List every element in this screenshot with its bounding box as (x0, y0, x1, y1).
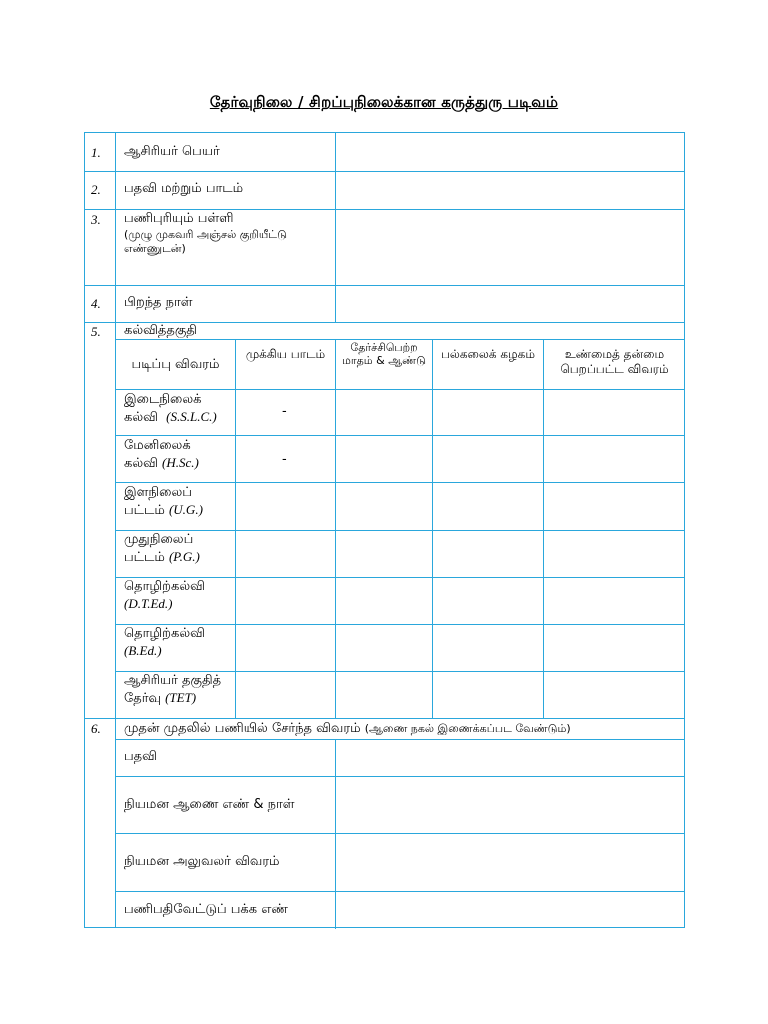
qual-row-pg-code: (P.G.) (168, 549, 200, 564)
qual-row-dted (124, 578, 205, 612)
rule-qual-header (116, 389, 685, 390)
input-join-post[interactable] (343, 743, 679, 772)
rule-qual-col4 (543, 339, 544, 719)
input-service-register-page[interactable] (343, 895, 679, 924)
label-first-joining (124, 720, 571, 737)
item-number-6: 6. (91, 721, 101, 736)
label-qualification: கல்வித்தகுதி (124, 323, 197, 338)
rule-qual-col2 (335, 339, 336, 719)
rule-join-r1 (116, 776, 685, 777)
input-post-subject[interactable] (343, 175, 679, 205)
rule-row3 (85, 285, 685, 286)
nomination-form-table (84, 132, 685, 928)
qual-row-tet (124, 672, 221, 707)
rule-value-col-top (335, 133, 336, 323)
qual-row-sslc-line1: இடைநிலைக் (124, 392, 202, 407)
input-school[interactable] (343, 213, 679, 281)
item-number-1: 1. (91, 145, 101, 160)
label-date-of-birth: பிறந்த நாள் (124, 295, 193, 310)
rule-row1 (85, 171, 685, 172)
label-appointing-officer: நியமன அலுவலர் விவரம் (124, 854, 280, 869)
rule-qual-col3 (432, 339, 433, 719)
rule-join-label (116, 739, 685, 740)
qual-header-university: பல்கலைக் கழகம் (440, 347, 536, 361)
qual-row-hsc (124, 437, 199, 472)
label-teacher-name: ஆசிரியர் பெயர் (124, 144, 220, 159)
rule-join-r2 (116, 833, 685, 834)
rule-join-r3 (116, 891, 685, 892)
item-number-3: 3. (91, 212, 101, 227)
qual-header-verification: உண்மைத் தன்மை பெறப்பட்ட விவரம் (560, 347, 669, 376)
item-number-4: 4. (91, 296, 101, 311)
label-school: பணிபுரியும் பள்ளி (124, 211, 234, 226)
qual-row-bed-line1: தொழிற்கல்வி (124, 626, 205, 641)
label-first-joining-text: முதன் முதலில் பணியில் சேர்ந்த விவரம் (124, 721, 361, 736)
qual-row-ug-code: (U.G.) (168, 502, 203, 517)
rule-value-col-bottom (335, 739, 336, 929)
qual-header-course: படிப்பு விவரம் (131, 357, 220, 372)
qual-header-month-year: தேர்ச்சிபெற்ற மாதம் & ஆண்டு (342, 341, 426, 367)
qual-row-ug-line2: பட்டம் (124, 503, 165, 518)
qual-hsc-subject-dash: - (282, 452, 287, 467)
label-post-subject: பதவி மற்றும் பாடம் (124, 181, 244, 196)
qual-row-sslc (124, 391, 217, 426)
qual-row-bed (124, 625, 205, 659)
qual-row-pg (124, 531, 200, 566)
label-first-joining-note: (ஆணை நகல் இணைக்கப்பட வேண்டும்) (364, 722, 571, 735)
qual-row-ug (124, 484, 203, 519)
qual-header-main-subject: முக்கிய பாடம் (245, 347, 326, 361)
qual-row-tet-line1: ஆசிரியர் தகுதித் (124, 673, 222, 688)
qual-row-hsc-line2: கல்வி (124, 456, 158, 471)
rule-qual-r1 (116, 435, 685, 436)
qual-row-hsc-line1: மேனிலைக் (124, 438, 191, 453)
input-teacher-name[interactable] (343, 137, 679, 167)
input-date-of-birth[interactable] (343, 288, 679, 318)
qual-row-tet-code: (TET) (165, 690, 197, 705)
qual-sslc-subject-dash: - (282, 404, 287, 419)
label-appointment-order: நியமன ஆணை எண் & நாள் (124, 797, 295, 812)
rule-num-col (115, 133, 116, 928)
qual-row-dted-code: (D.T.Ed.) (124, 596, 173, 611)
qual-row-pg-line1: முதுநிலைப் (124, 532, 194, 547)
rule-row6 (85, 718, 685, 719)
qual-row-hsc-code: (H.Sc.) (162, 455, 199, 470)
qual-row-pg-line2: பட்டம் (124, 550, 165, 565)
input-appointing-officer[interactable] (343, 837, 679, 887)
item-number-2: 2. (91, 182, 101, 197)
rule-qual-r3 (116, 530, 685, 531)
label-school-note: (முழு முகவரி அஞ்சல் குறியீட்டு எண்ணுடன்) (124, 228, 287, 255)
qual-row-dted-line1: தொழிற்கல்வி (124, 579, 205, 594)
form-title: தேர்வுநிலை / சிறப்புநிலைக்கான கருத்துரு படிவம் (209, 93, 559, 111)
label-service-register-page: பணிபதிவேட்டுப் பக்க எண் (124, 902, 288, 917)
qual-row-ug-line1: இளநிலைப் (124, 485, 192, 500)
qual-row-sslc-code: (S.S.L.C.) (166, 409, 217, 424)
qual-row-sslc-line2: கல்வி (124, 410, 158, 425)
qual-row-tet-line2: தேர்வு (124, 691, 161, 706)
rule-qual-col1 (235, 339, 236, 719)
item-number-5: 5. (91, 324, 101, 339)
label-join-post: பதவி (124, 749, 157, 764)
rule-qual-r2 (116, 482, 685, 483)
qual-row-bed-code: (B.Ed.) (124, 643, 162, 658)
input-appointment-order[interactable] (343, 780, 679, 829)
